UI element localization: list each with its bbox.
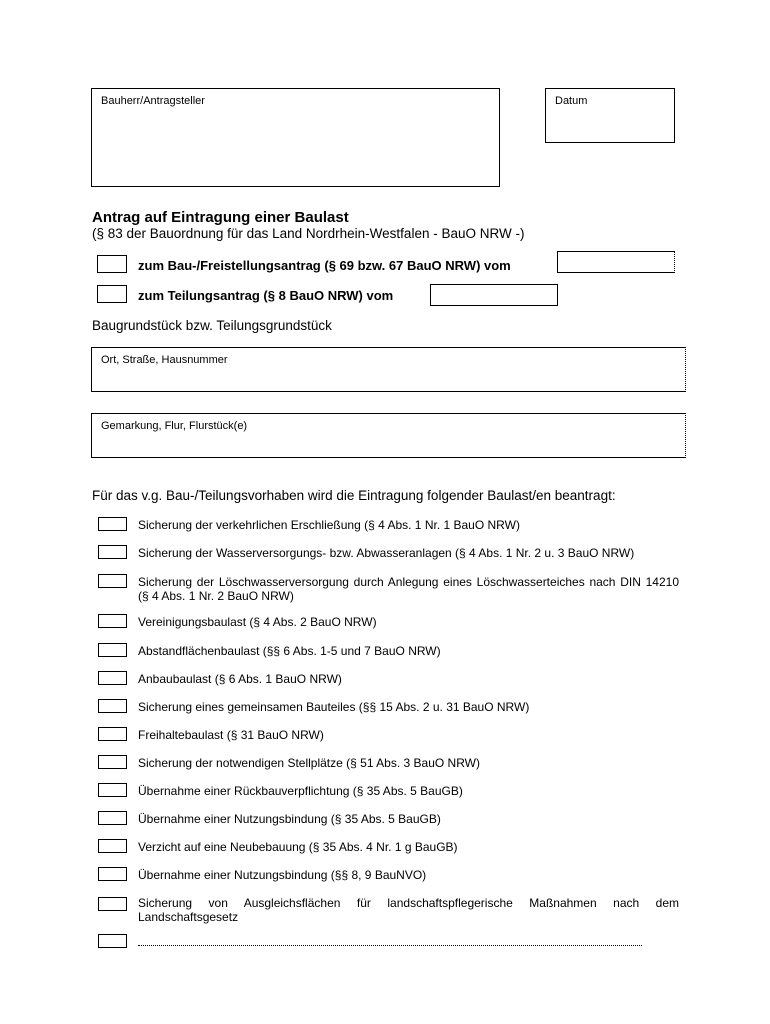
baulast-label: Anbaubaulast (§ 6 Abs. 1 BauO NRW) xyxy=(138,672,342,686)
baulast-label: Sicherung der verkehrlichen Erschließung (§ 4 Abs. 1 Nr. 1 BauO NRW) xyxy=(138,518,520,532)
baulast-checkbox[interactable] xyxy=(98,897,127,911)
baulast-label: Sicherung der Löschwasserversorgung durch Anlegung eines Löschwasserteiches nach DIN 14210 (§ 4 Abs. 1 Nr. 2 BauO NRW) xyxy=(138,575,679,603)
baulast-checkbox[interactable] xyxy=(98,699,127,713)
date-field[interactable] xyxy=(545,88,675,143)
baulast-label: Vereinigungsbaulast (§ 4 Abs. 2 BauO NRW) xyxy=(138,615,377,629)
baulast-checkbox[interactable] xyxy=(98,614,127,628)
form-subtitle: (§ 83 der Bauordnung für das Land Nordrhein-Westfalen - BauO NRW -) xyxy=(92,226,525,241)
baulast-checkbox[interactable] xyxy=(98,671,127,685)
baulast-checkbox[interactable] xyxy=(98,811,127,825)
baulast-checkbox[interactable] xyxy=(98,755,127,769)
baulast-label: Abstandflächenbaulast (§§ 6 Abs. 1-5 und 7 BauO NRW) xyxy=(138,644,441,658)
baulast-checkbox[interactable] xyxy=(98,643,127,657)
location-field[interactable] xyxy=(91,347,686,392)
building-application-checkbox[interactable] xyxy=(97,255,127,273)
baulast-checkbox[interactable] xyxy=(98,867,127,881)
baulasten-intro: Für das v.g. Bau-/Teilungsvorhaben wird die Eintragung folgender Baulast/en beantragt: xyxy=(92,488,616,503)
baulast-label: Verzicht auf eine Neubebauung (§ 35 Abs. 4 Nr. 1 g BauGB) xyxy=(138,840,458,854)
date-label: Datum xyxy=(555,95,588,107)
baulast-label: Sicherung eines gemeinsamen Bauteiles (§§ 15 Abs. 2 u. 31 BauO NRW) xyxy=(138,700,530,714)
baulast-label: Übernahme einer Nutzungsbindung (§§ 8, 9 BauNVO) xyxy=(138,868,427,882)
baulast-checkbox[interactable] xyxy=(98,783,127,797)
baulast-checkbox[interactable] xyxy=(98,727,127,741)
cadastral-field[interactable] xyxy=(91,413,686,458)
location-label: Ort, Straße, Hausnummer xyxy=(101,354,228,366)
baulast-label: Freihaltebaulast (§ 31 BauO NRW) xyxy=(138,728,324,742)
division-application-checkbox[interactable] xyxy=(97,285,127,303)
applicant-field[interactable] xyxy=(91,88,500,187)
baulast-other-field[interactable] xyxy=(138,936,642,946)
division-application-date-field[interactable] xyxy=(430,284,558,306)
baulast-label: Übernahme einer Rückbauverpflichtung (§ 35 Abs. 5 BauGB) xyxy=(138,784,463,798)
baulast-other-checkbox[interactable] xyxy=(98,934,127,948)
baulast-checkbox[interactable] xyxy=(98,839,127,853)
division-application-label: zum Teilungsantrag (§ 8 BauO NRW) vom xyxy=(138,288,394,303)
form-title: Antrag auf Eintragung einer Baulast xyxy=(92,209,349,226)
baulast-checkbox[interactable] xyxy=(98,545,127,559)
cadastral-label: Gemarkung, Flur, Flurstück(e) xyxy=(101,420,248,432)
baulast-label: Sicherung von Ausgleichsflächen für landschaftspflegerische Maßnahmen nach dem Landschaftsgesetz xyxy=(138,896,679,924)
building-application-label: zum Bau-/Freistellungsantrag (§ 69 bzw. 67 BauO NRW) vom xyxy=(138,258,511,273)
applicant-label: Bauherr/Antragsteller xyxy=(101,95,205,107)
baulast-checkbox[interactable] xyxy=(98,574,127,588)
baulast-label: Sicherung der notwendigen Stellplätze (§ 51 Abs. 3 BauO NRW) xyxy=(138,756,480,770)
building-application-date-field[interactable] xyxy=(557,251,675,273)
baulast-label: Übernahme einer Nutzungsbindung (§ 35 Abs. 5 BauGB) xyxy=(138,812,441,826)
baulast-label: Sicherung der Wasserversorgungs- bzw. Abwasseranlagen (§ 4 Abs. 1 Nr. 2 u. 3 BauO NRW) xyxy=(138,546,635,560)
plot-heading: Baugrundstück bzw. Teilungsgrundstück xyxy=(92,318,332,333)
baulast-checkbox[interactable] xyxy=(98,517,127,531)
